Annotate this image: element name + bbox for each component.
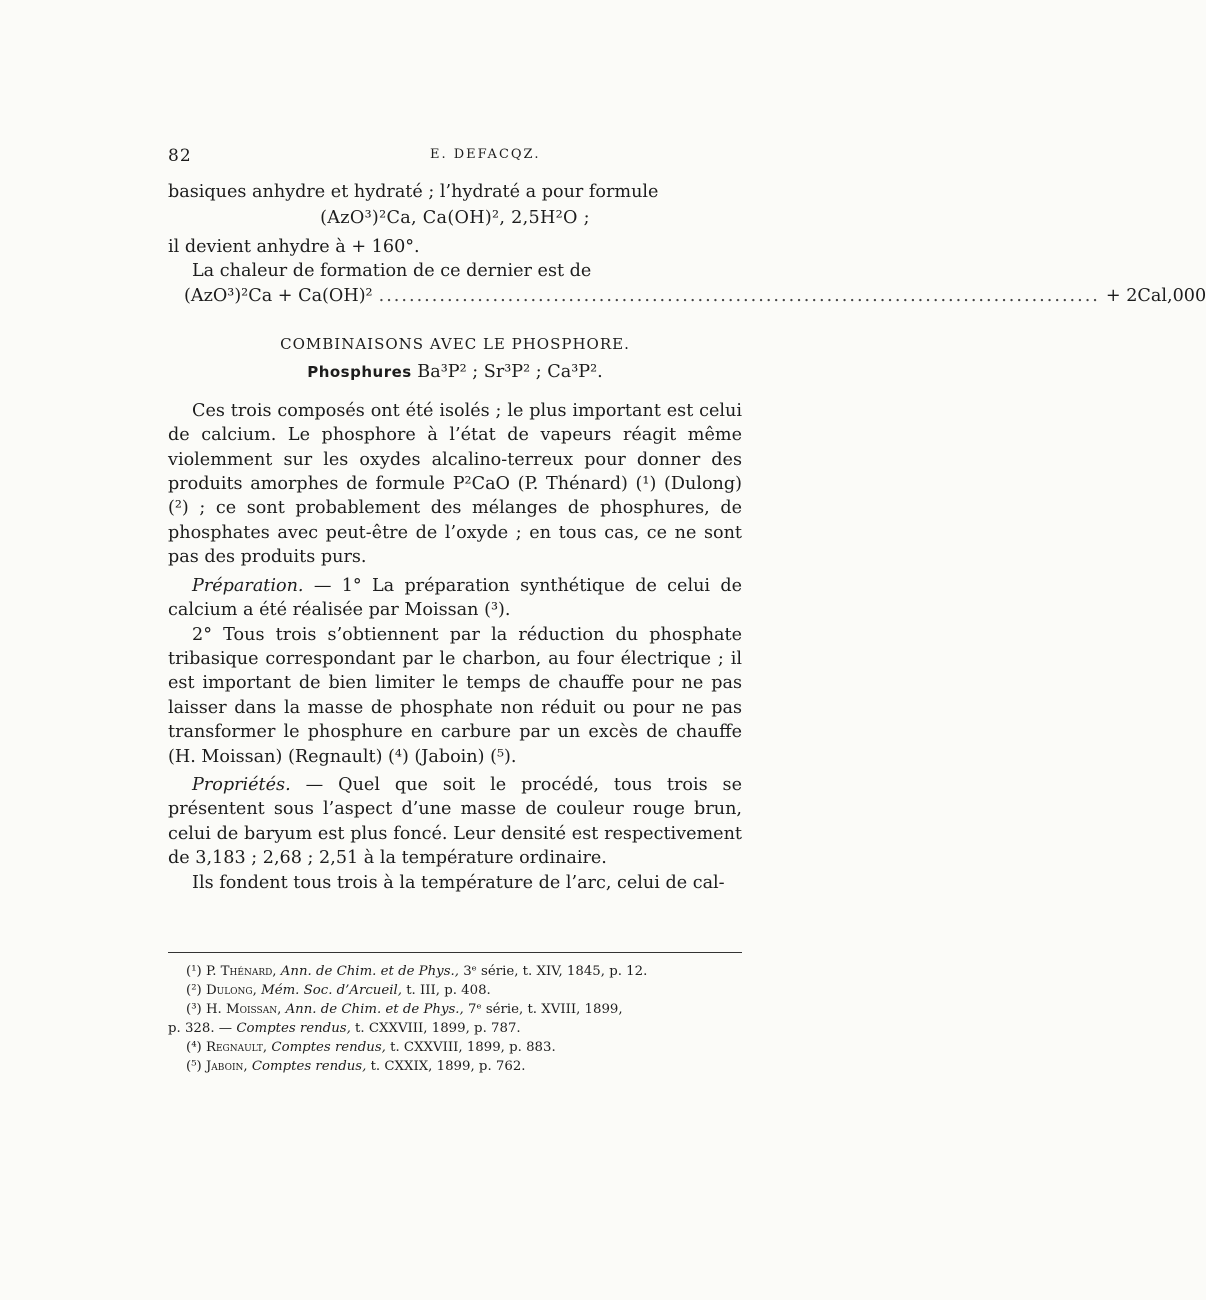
paragraph: 2° Tous trois s’obtiennent par la réduction du phosphate tribasique correspondant par le charbon, au four électrique ; il est important de bien limiter le temps de chauffe pour ne pas laisser dans la masse de phosphate non réduit ou pour ne pas transformer le phosphure en carbure par un excès de chauffe (H. Moissan) (Regnault) (⁴) (Jaboin) (⁵). [168,624,742,767]
subsection-label: Phosphures [307,363,412,382]
formula-line: (AzO³)²Ca, Ca(OH)², 2,5H²O ; [320,208,590,229]
footnote: (¹) P. Thénard, Ann. de Chim. et de Phys., 3ᵉ série, t. XIV, 1845, p. 12. [186,964,648,979]
paragraph [168,574,742,623]
footnote: (⁵) Jaboin, Comptes rendus, t. CXXIX, 1899, p. 762. [186,1059,526,1074]
running-title: E. DEFACQZ. [430,147,541,162]
formula-heat-line [184,284,1206,308]
preparation-text: — 1° La préparation synthétique de celui de calcium a été réalisée par Moissan (³). [168,575,742,621]
paragraph: Ils fondent tous trois à la température de l’arc, celui de cal- [192,872,725,893]
formula-right: + 2Cal,000 [1105,285,1206,306]
leader-dots: ............................................................................................... [378,285,1100,306]
footnote-rule [168,952,742,953]
formula-left: (AzO³)²Ca + Ca(OH)² [184,285,373,306]
page-header [168,146,740,170]
paragraph [168,773,742,871]
properties-text: — Quel que soit le procédé, tous trois se présentent sous l’aspect d’une masse de couleur rouge brun, celui de baryum est plus foncé. Leur densité est respectivement de 3,183 ; 2,68 ; 2,51 à la température ordinaire. [168,774,742,869]
footnote: (⁴) Regnault, Comptes rendus, t. CXXVIII, 1899, p. 883. [186,1040,556,1055]
footnote-continuation: p. 328. — Comptes rendus, t. CXXVIII, 1899, p. 787. [168,1021,521,1036]
properties-label: Propriétés. [192,774,291,795]
paragraph: Ces trois composés ont été isolés ; le plus important est celui de calcium. Le phosphore à l’état de vapeurs réagit même violemment sur les oxydes alcalino-terreux pour donner des produits amorphes de formule P²CaO (P. Thénard) (¹) (Dulong) (²) ; ce sont probablement des mélanges de phosphures, de phosphates avec peut-être de l’oxyde ; en tous cas, ce ne sont pas des produits purs. [168,400,742,568]
footnotes [168,962,742,1076]
text-line: il devient anhydre à + 160°. [168,236,420,257]
text-line: basiques anhydre et hydraté ; l’hydraté a pour formule [168,182,659,202]
subsection-title [168,360,742,384]
subsection-formulas: Ba³P² ; Sr³P² ; Ca³P². [417,362,603,383]
footnote: (³) H. Moissan, Ann. de Chim. et de Phys., 7ᵉ série, t. XVIII, 1899, [186,1002,623,1017]
section-title: COMBINAISONS AVEC LE PHOSPHORE. [280,335,630,354]
footnote: (²) Dulong, Mém. Soc. d’Arcueil, t. III, p. 408. [186,983,491,998]
text-line: La chaleur de formation de ce dernier est de [192,261,592,282]
page-body [168,180,1206,895]
preparation-label: Préparation. [192,575,304,596]
page-number: 82 [168,146,192,166]
